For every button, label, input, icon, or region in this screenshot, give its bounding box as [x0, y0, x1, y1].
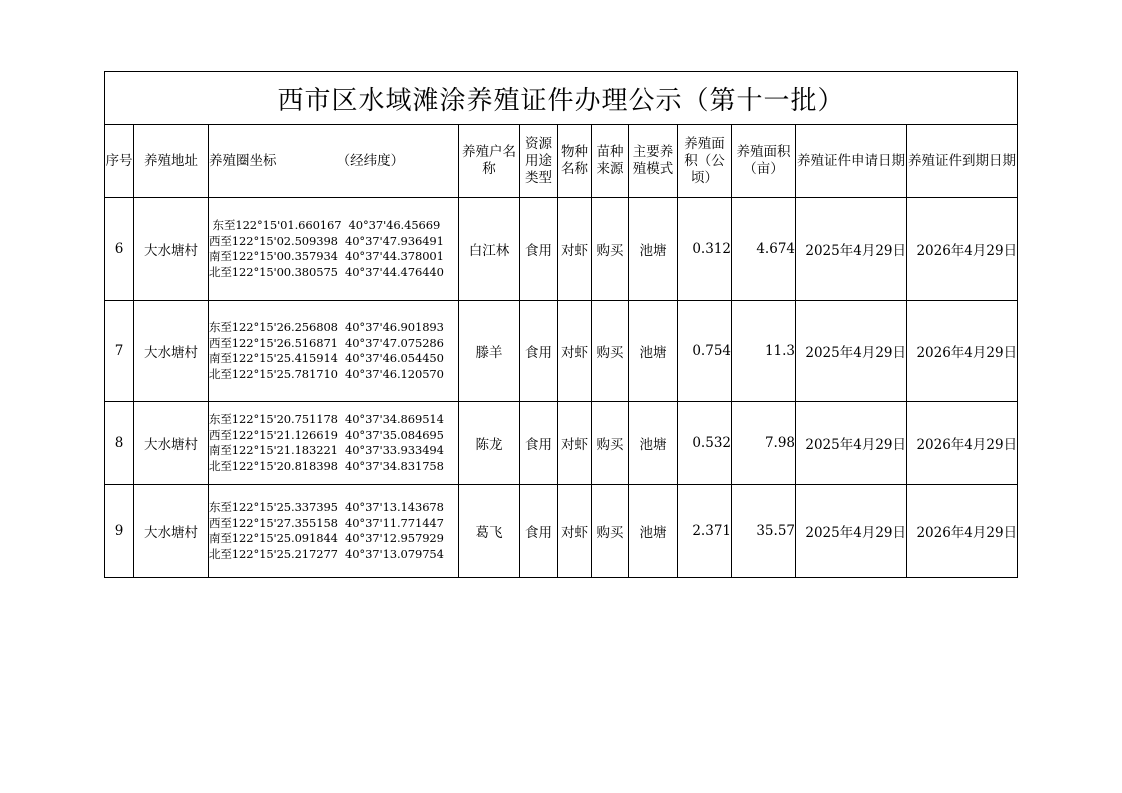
cell-mode: 池塘	[629, 198, 678, 301]
table-row	[105, 402, 1018, 485]
coord-east: 东至122°15'01.660167 40°37'46.45669	[209, 218, 441, 232]
cell-area-mu: 11.3	[732, 301, 796, 402]
coord-east: 东至122°15'20.751178 40°37'34.869514	[209, 412, 444, 426]
cell-expire-date: 2026年4月29日	[907, 402, 1018, 485]
cell-expire-date: 2026年4月29日	[907, 485, 1018, 578]
col-header-apply-date: 养殖证件申请日期	[796, 125, 907, 198]
cell-address: 大水塘村	[134, 485, 209, 578]
cell-use: 食用	[520, 402, 558, 485]
cell-mode: 池塘	[629, 485, 678, 578]
coord-east: 东至122°15'26.256808 40°37'46.901893	[209, 320, 444, 334]
cell-address: 大水塘村	[134, 402, 209, 485]
col-header-owner: 养殖户名称	[459, 125, 520, 198]
cell-seq: 9	[105, 485, 134, 578]
table-row	[105, 485, 1018, 578]
cell-species: 对虾	[558, 198, 592, 301]
cell-owner: 白江林	[459, 198, 520, 301]
col-header-coords: 养殖圈坐标 （经纬度）	[209, 125, 459, 198]
cell-address: 大水塘村	[134, 301, 209, 402]
cell-address: 大水塘村	[134, 198, 209, 301]
cell-seq: 7	[105, 301, 134, 402]
header-row	[105, 125, 1018, 198]
cell-expire-date: 2026年4月29日	[907, 301, 1018, 402]
table-row	[105, 301, 1018, 402]
coord-north: 北至122°15'20.818398 40°37'34.831758	[209, 458, 444, 473]
cell-area-ha: 2.371	[678, 485, 732, 578]
cell-area-mu: 7.98	[732, 402, 796, 485]
cell-species: 对虾	[558, 485, 592, 578]
coord-north: 北至122°15'25.217277 40°37'13.079754	[209, 546, 444, 561]
coord-south: 南至122°15'00.357934 40°37'44.378001	[209, 249, 444, 263]
cell-expire-date: 2026年4月29日	[907, 198, 1018, 301]
cell-source: 购买	[592, 485, 629, 578]
coord-north: 北至122°15'25.781710 40°37'46.120570	[209, 366, 444, 381]
coord-west: 西至122°15'02.509398 40°37'47.936491	[209, 233, 444, 248]
cell-species: 对虾	[558, 402, 592, 485]
cell-seq: 6	[105, 198, 134, 301]
cell-apply-date: 2025年4月29日	[796, 402, 907, 485]
cell-area-mu: 35.57	[732, 485, 796, 578]
cell-mode: 池塘	[629, 402, 678, 485]
cell-owner: 葛飞	[459, 485, 520, 578]
page-title: 西市区水域滩涂养殖证件办理公示（第十一批）	[105, 72, 1018, 125]
cell-source: 购买	[592, 198, 629, 301]
cell-coords	[209, 198, 459, 301]
col-header-seq: 序号	[105, 125, 134, 198]
coord-west: 西至122°15'27.355158 40°37'11.771447	[209, 515, 444, 530]
col-header-use: 资源用途类型	[520, 125, 558, 198]
coord-east: 东至122°15'25.337395 40°37'13.143678	[209, 500, 444, 514]
cell-apply-date: 2025年4月29日	[796, 485, 907, 578]
cell-area-ha: 0.312	[678, 198, 732, 301]
coord-south: 南至122°15'21.183221 40°37'33.933494	[209, 443, 444, 457]
cell-area-ha: 0.754	[678, 301, 732, 402]
col-header-source: 苗种来源	[592, 125, 629, 198]
cell-area-mu: 4.674	[732, 198, 796, 301]
cell-use: 食用	[520, 485, 558, 578]
col-header-area-mu: 养殖面积（亩）	[732, 125, 796, 198]
coord-south: 南至122°15'25.091844 40°37'12.957929	[209, 531, 444, 545]
table-row	[105, 198, 1018, 301]
cell-coords	[209, 301, 459, 402]
cell-use: 食用	[520, 301, 558, 402]
col-header-address: 养殖地址	[134, 125, 209, 198]
cell-source: 购买	[592, 301, 629, 402]
col-header-area-ha: 养殖面积（公顷）	[678, 125, 732, 198]
certificate-table	[104, 71, 1018, 578]
col-header-species: 物种名称	[558, 125, 592, 198]
coord-west: 西至122°15'21.126619 40°37'35.084695	[209, 427, 444, 442]
cell-source: 购买	[592, 402, 629, 485]
cell-owner: 滕羊	[459, 301, 520, 402]
coord-south: 南至122°15'25.415914 40°37'46.054450	[209, 351, 444, 365]
cell-mode: 池塘	[629, 301, 678, 402]
cell-seq: 8	[105, 402, 134, 485]
coord-north: 北至122°15'00.380575 40°37'44.476440	[209, 264, 444, 279]
cell-use: 食用	[520, 198, 558, 301]
cell-coords	[209, 485, 459, 578]
cell-owner: 陈龙	[459, 402, 520, 485]
cell-apply-date: 2025年4月29日	[796, 301, 907, 402]
col-header-expire-date: 养殖证件到期日期	[907, 125, 1018, 198]
cell-coords	[209, 402, 459, 485]
coord-west: 西至122°15'26.516871 40°37'47.075286	[209, 335, 444, 350]
cell-species: 对虾	[558, 301, 592, 402]
col-header-mode: 主要养殖模式	[629, 125, 678, 198]
cell-apply-date: 2025年4月29日	[796, 198, 907, 301]
cell-area-ha: 0.532	[678, 402, 732, 485]
